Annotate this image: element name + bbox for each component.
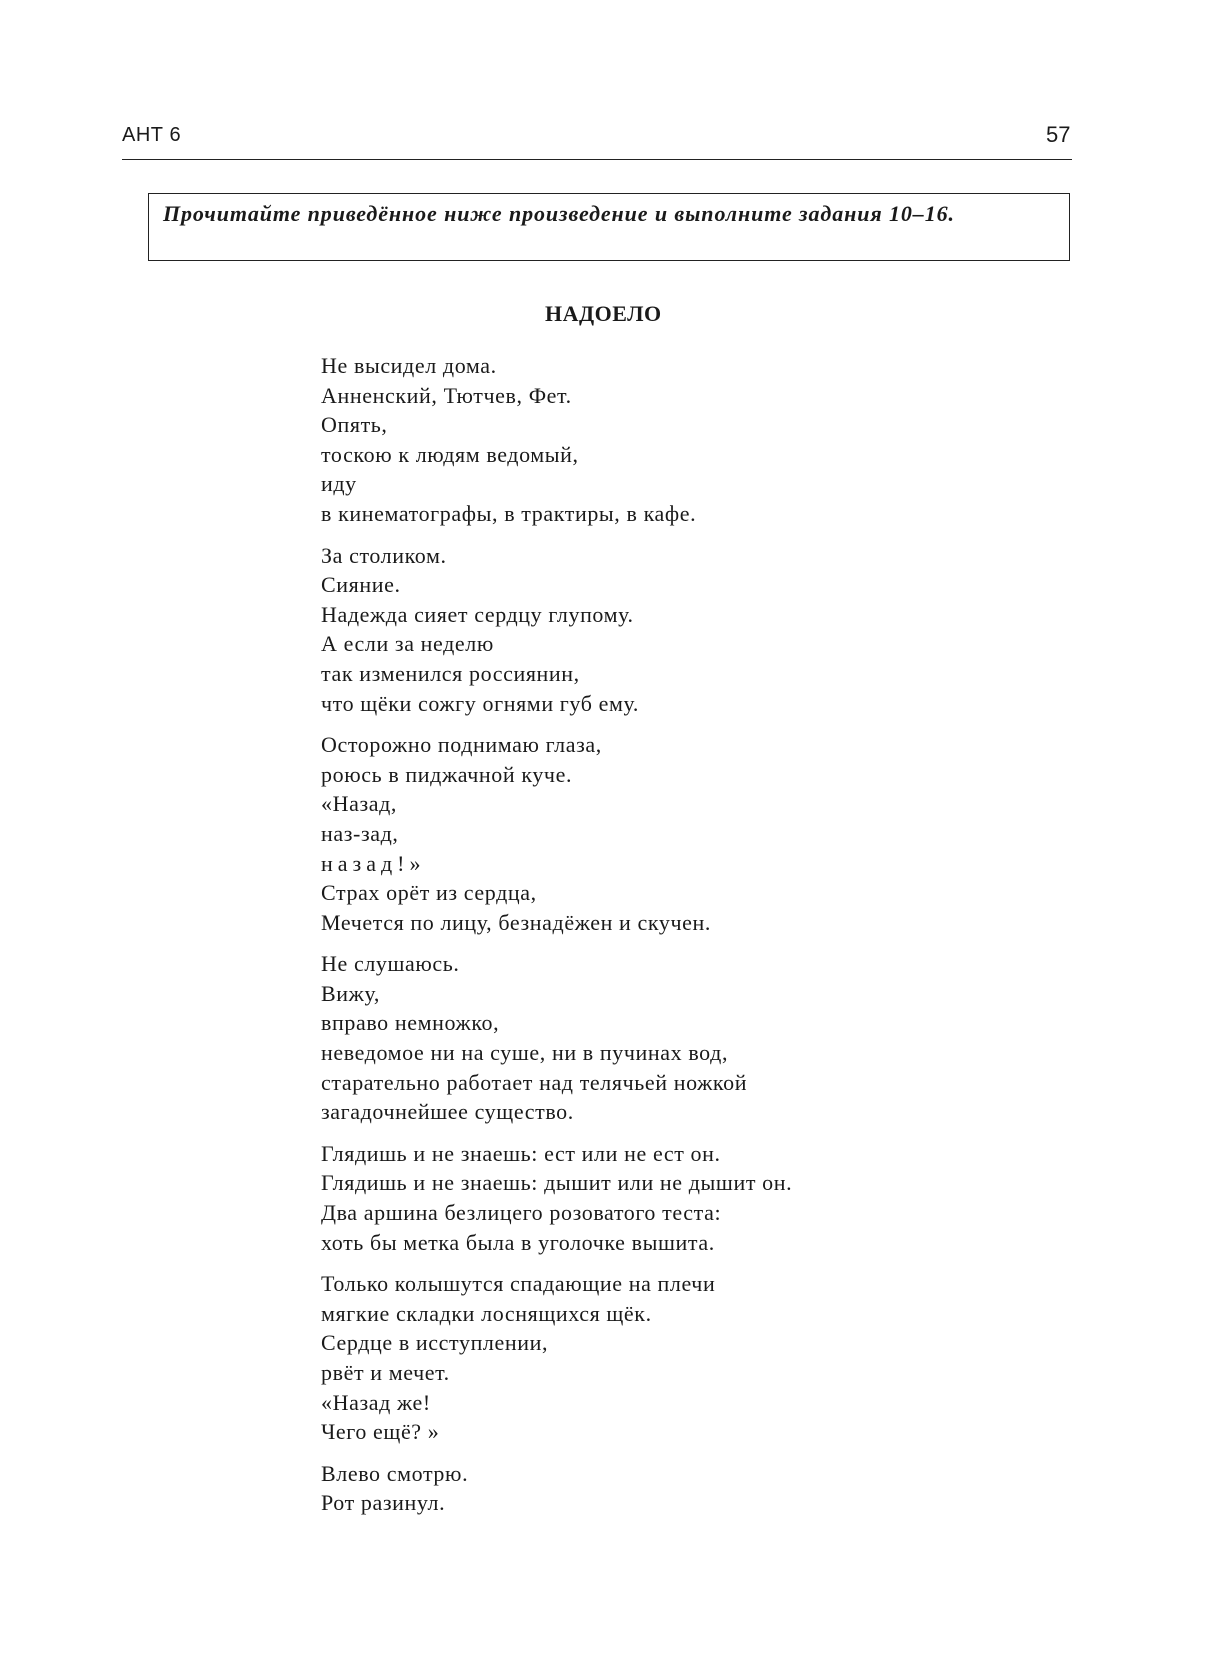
poem-line: тоскою к людям ведомый, [321,441,579,467]
poem-line: Вижу, [321,980,380,1006]
poem-line: роюсь в пиджачной куче. [321,761,573,787]
poem-line: «Назад же! [321,1389,431,1415]
poem-line: За столиком. [321,542,447,568]
poem-line: наз-зад, [321,820,399,846]
poem-line: Опять, [321,412,388,438]
stanza-3 [321,730,1021,937]
poem-line: Два аршина безлицего розоватого теста: [321,1200,722,1226]
poem-line: что щёки сожгу огнями губ ему. [321,690,640,716]
poem-line: вправо немножко, [321,1010,500,1036]
poem-line: «Назад, [321,791,398,817]
poem-line: иду [321,471,357,497]
poem-title: НАДОЕЛО [545,301,662,326]
poem-line: Глядишь и не знаешь: дышит или не дышит он. [321,1170,793,1196]
poem-line: Только колышутся спадающие на плечи [321,1271,716,1297]
poem-line: рвёт и мечет. [321,1360,450,1385]
poem-line: Мечется по лицу, безнадёжен и скучен. [321,909,711,935]
poem-line: старательно работает над телячьей ножкой [321,1069,748,1095]
instruction-box [148,193,1070,261]
poem-line: загадочнейшее существо. [321,1099,574,1125]
poem-line: А если за неделю [321,631,494,657]
instruction-text: Прочитайте приведённое ниже произведение и выполните задания 10–16. [163,201,955,226]
stanza-7 [321,1459,1021,1518]
poem-line: Глядишь и не знаешь: ест или не ест он. [321,1140,721,1166]
stanza-5 [321,1139,1021,1257]
poem-line: Влево смотрю. [321,1460,469,1486]
poem-line: Рот разинул. [321,1490,446,1516]
poem-line: назад!» [321,850,426,876]
poem-line: Анненский, Тютчев, Фет. [321,382,572,408]
stanza-6 [321,1269,1021,1447]
poem-line: Страх орёт из сердца, [321,880,537,906]
poem-line: неведомое ни на суше, ни в пучинах вод, [321,1040,729,1066]
poem-line: в кинематографы, в трактиры, в кафе. [321,500,697,526]
page-number: 57 [1046,122,1071,147]
poem-line: Сияние. [321,572,401,598]
stanza-4 [321,949,1021,1127]
poem-line: Чего ещё? » [321,1419,440,1445]
poem-line: Надежда сияет сердцу глупому. [321,601,634,627]
poem-line: Не высидел дома. [321,353,497,378]
poem-line: Осторожно поднимаю глаза, [321,732,602,758]
poem-line: Не слушаюсь. [321,951,460,977]
poem-line: так изменился россиянин, [321,660,580,686]
poem-line: мягкие складки лоснящихся щёк. [321,1300,652,1326]
running-header-section: АНТ 6 [122,124,182,146]
stanza-2 [321,541,1021,719]
stanza-1 [321,351,1021,529]
poem-body [321,351,1021,1530]
poem-line: Сердце в исступлении, [321,1330,549,1356]
header-divider [122,159,1072,160]
poem-line: хоть бы метка была в уголочке вышита. [321,1229,715,1255]
